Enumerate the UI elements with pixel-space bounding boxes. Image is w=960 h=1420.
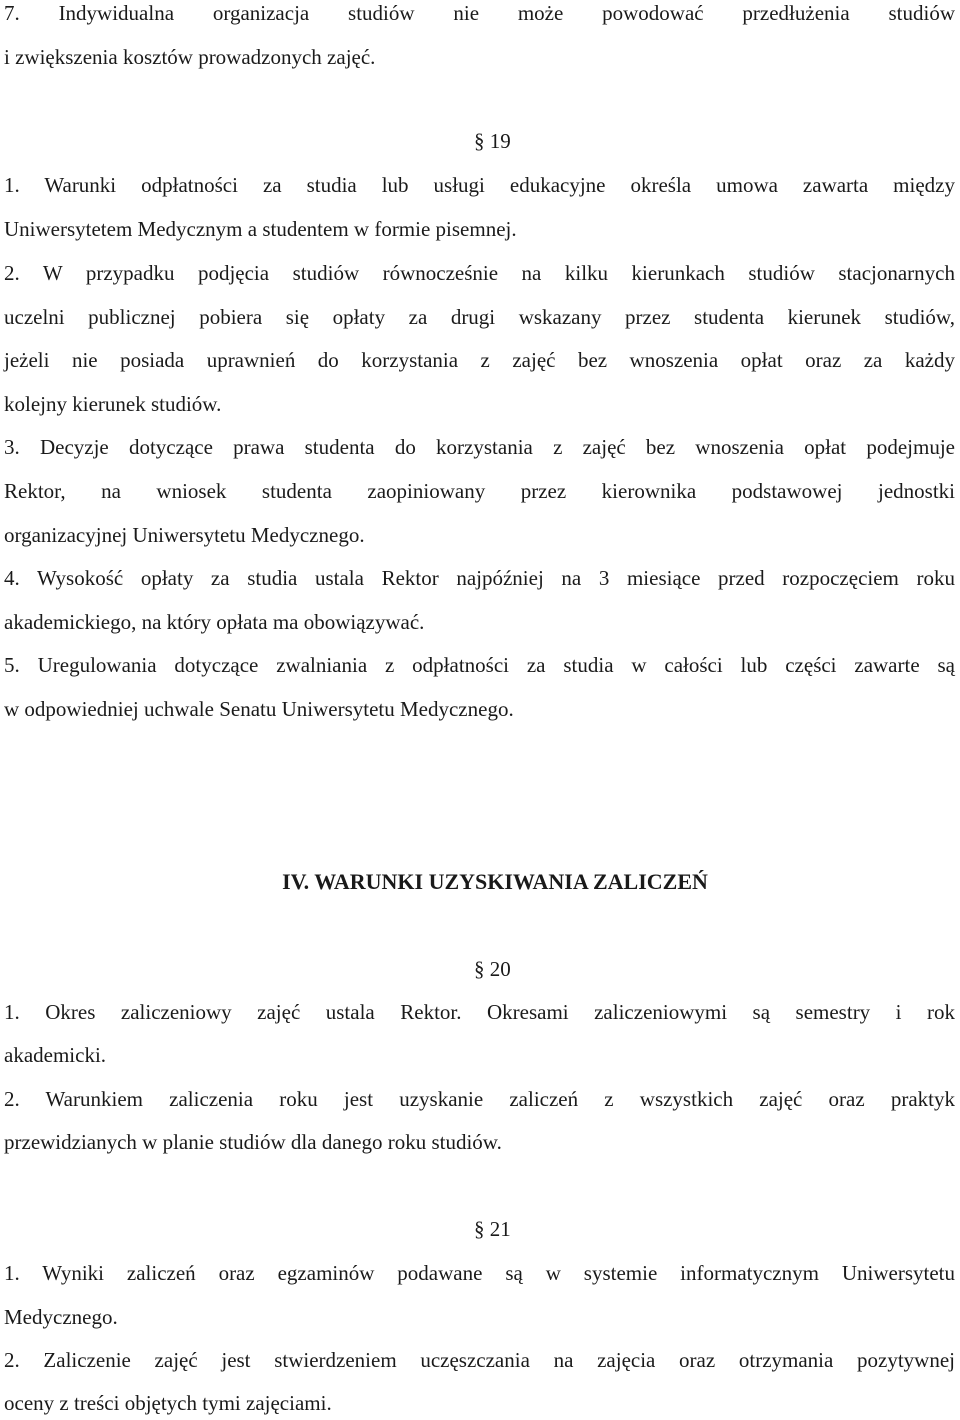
s19-paragraph-3-line-3: organizacyjnej Uniwersytetu Medycznego. xyxy=(4,523,365,547)
section-21-mark: § 21 xyxy=(474,1217,511,1241)
chapter-heading: IV. WARUNKI UZYSKIWANIA ZALICZEŃ xyxy=(282,869,708,894)
paragraph-7-line-1: 7. Indywidualna organizacja studiów nie może powodować przedłużenia studiów xyxy=(4,1,955,25)
s19-paragraph-1-line-2: Uniwersytetem Medycznym a studentem w formie pisemnej. xyxy=(4,217,517,241)
s19-paragraph-3-line-1: 3. Decyzje dotyczące prawa studenta do korzystania z zajęć bez wnoszenia opłat podejmuje xyxy=(4,435,955,459)
s21-paragraph-2-line-2: oceny z treści objętych tymi zajęciami. xyxy=(4,1391,332,1415)
s21-paragraph-1-line-1: 1. Wyniki zaliczeń oraz egzaminów podawane są w systemie informatycznym Uniwersytetu xyxy=(4,1261,955,1285)
s21-paragraph-2-line-1: 2. Zaliczenie zajęć jest stwierdzeniem uczęszczania na zajęcia oraz otrzymania pozytywnej xyxy=(4,1348,955,1372)
s19-paragraph-4-line-1: 4. Wysokość opłaty za studia ustala Rektor najpóźniej na 3 miesiące przed rozpoczęciem roku xyxy=(4,566,955,590)
s19-paragraph-5-line-2: w odpowiedniej uchwale Senatu Uniwersytetu Medycznego. xyxy=(4,697,514,721)
s19-paragraph-4-line-2: akademickiego, na który opłata ma obowiązywać. xyxy=(4,610,425,634)
s19-paragraph-2-line-3: jeżeli nie posiada uprawnień do korzystania z zajęć bez wnoszenia opłat oraz za każdy xyxy=(4,348,955,372)
section-20-mark: § 20 xyxy=(474,957,511,981)
s21-paragraph-1-line-2: Medycznego. xyxy=(4,1305,118,1329)
s19-paragraph-3-line-2: Rektor, na wniosek studenta zaopiniowany przez kierownika podstawowej jednostki xyxy=(4,479,955,503)
s19-paragraph-5-line-1: 5. Uregulowania dotyczące zwalniania z odpłatności za studia w całości lub części zawarte są xyxy=(4,653,955,677)
s19-paragraph-2-line-4: kolejny kierunek studiów. xyxy=(4,392,222,416)
s20-paragraph-2-line-1: 2. Warunkiem zaliczenia roku jest uzyskanie zaliczeń z wszystkich zajęć oraz praktyk xyxy=(4,1087,955,1111)
section-19-mark: § 19 xyxy=(474,129,511,153)
s20-paragraph-2-line-2: przewidzianych w planie studiów dla danego roku studiów. xyxy=(4,1130,502,1154)
s19-paragraph-2-line-2: uczelni publicznej pobiera się opłaty za drugi wskazany przez studenta kierunek studiów, xyxy=(4,305,955,329)
s20-paragraph-1-line-2: akademicki. xyxy=(4,1043,107,1067)
s19-paragraph-2-line-1: 2. W przypadku podjęcia studiów równocześnie na kilku kierunkach studiów stacjonarnych xyxy=(4,261,955,285)
s19-paragraph-1-line-1: 1. Warunki odpłatności za studia lub usługi edukacyjne określa umowa zawarta między xyxy=(4,173,955,197)
paragraph-7-line-2: i zwiększenia kosztów prowadzonych zajęć. xyxy=(4,45,376,69)
s20-paragraph-1-line-1: 1. Okres zaliczeniowy zajęć ustala Rektor. Okresami zaliczeniowymi są semestry i rok xyxy=(4,1000,955,1024)
